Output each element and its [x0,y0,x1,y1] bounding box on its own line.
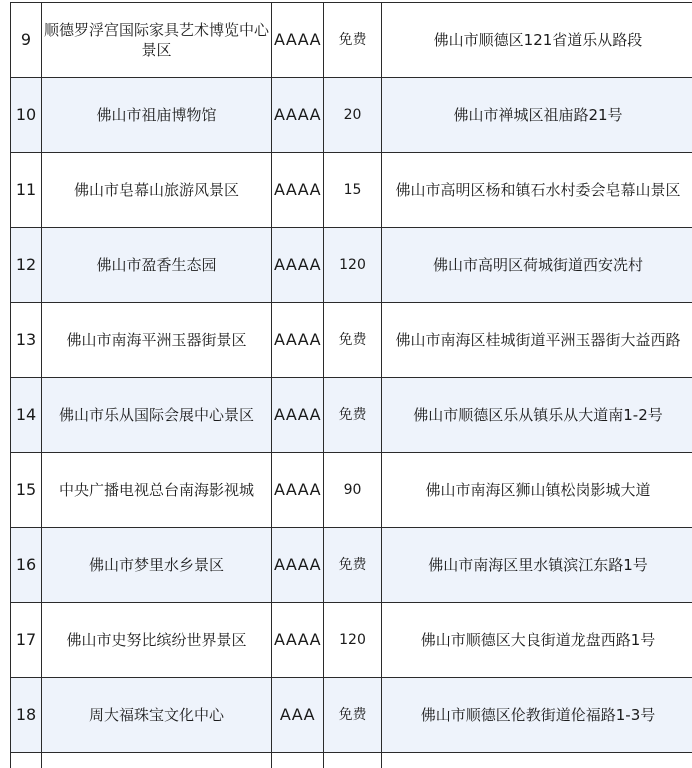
spot-level: AAAA [272,603,324,678]
spot-address: 佛山市禅城区祖庙路21号 [382,78,692,153]
spot-name: 佛山市乐从国际会展中心景区 [42,378,272,453]
spot-address: 佛山市南海区狮山镇松岗影城大道 [382,453,692,528]
spot-name: 佛山市皂幕山旅游风景区 [42,153,272,228]
row-number: 15 [11,453,42,528]
row-number: 10 [11,78,42,153]
table-row [11,603,692,678]
ticket-price: 免费 [324,678,382,753]
spot-name: 佛山市南海平洲玉器街景区 [42,303,272,378]
spot-level: AAAA [272,228,324,303]
spot-address: 佛山市南海区桂城街道平洲玉器街大益西路 [382,303,692,378]
spot-level: AAA [272,678,324,753]
row-number: 16 [11,528,42,603]
scenic-spots-table [10,2,692,768]
ticket-price: 20 [324,78,382,153]
spot-level: AAAA [272,78,324,153]
table-row [11,378,692,453]
spot-level: AAAA [272,3,324,78]
ticket-price: 120 [324,603,382,678]
ticket-price: 免费 [324,303,382,378]
spot-address: 佛山市高明区荷城街道西安冼村 [382,228,692,303]
spot-name-partial [42,753,272,768]
row-number-partial [11,753,42,768]
spot-address: 佛山市顺德区121省道乐从路段 [382,3,692,78]
spot-name: 佛山市梦里水乡景区 [42,528,272,603]
spot-address: 佛山市高明区杨和镇石水村委会皂幕山景区 [382,153,692,228]
row-number: 9 [11,3,42,78]
ticket-price: 免费 [324,3,382,78]
row-number: 17 [11,603,42,678]
table-row-partial [11,753,692,768]
spot-name: 佛山市盈香生态园 [42,228,272,303]
spot-address: 佛山市南海区里水镇滨江东路1号 [382,528,692,603]
spot-name: 中央广播电视总台南海影视城 [42,453,272,528]
spot-address: 佛山市顺德区乐从镇乐从大道南1-2号 [382,378,692,453]
row-number: 14 [11,378,42,453]
row-number: 18 [11,678,42,753]
table-row [11,78,692,153]
table-row [11,228,692,303]
table-row [11,303,692,378]
spot-address: 佛山市顺德区大良街道龙盘西路1号 [382,603,692,678]
table-row [11,678,692,753]
table-row [11,453,692,528]
spot-name: 佛山市祖庙博物馆 [42,78,272,153]
spot-level: AAAA [272,378,324,453]
table-row [11,528,692,603]
spot-address-partial [382,753,692,768]
spot-level: AAAA [272,528,324,603]
row-number: 12 [11,228,42,303]
ticket-price: 120 [324,228,382,303]
spot-name: 佛山市史努比缤纷世界景区 [42,603,272,678]
table-row [11,3,692,78]
spot-level: AAAA [272,153,324,228]
spot-level: AAAA [272,453,324,528]
ticket-price: 90 [324,453,382,528]
ticket-price: 免费 [324,528,382,603]
ticket-price: 免费 [324,378,382,453]
spot-name: 周大福珠宝文化中心 [42,678,272,753]
row-number: 13 [11,303,42,378]
table-row [11,153,692,228]
ticket-price-partial [324,753,382,768]
spot-level-partial [272,753,324,768]
spot-level: AAAA [272,303,324,378]
ticket-price: 15 [324,153,382,228]
spot-name: 顺德罗浮宫国际家具艺术博览中心景区 [42,3,272,78]
row-number: 11 [11,153,42,228]
spot-address: 佛山市顺德区伦教街道伦福路1-3号 [382,678,692,753]
